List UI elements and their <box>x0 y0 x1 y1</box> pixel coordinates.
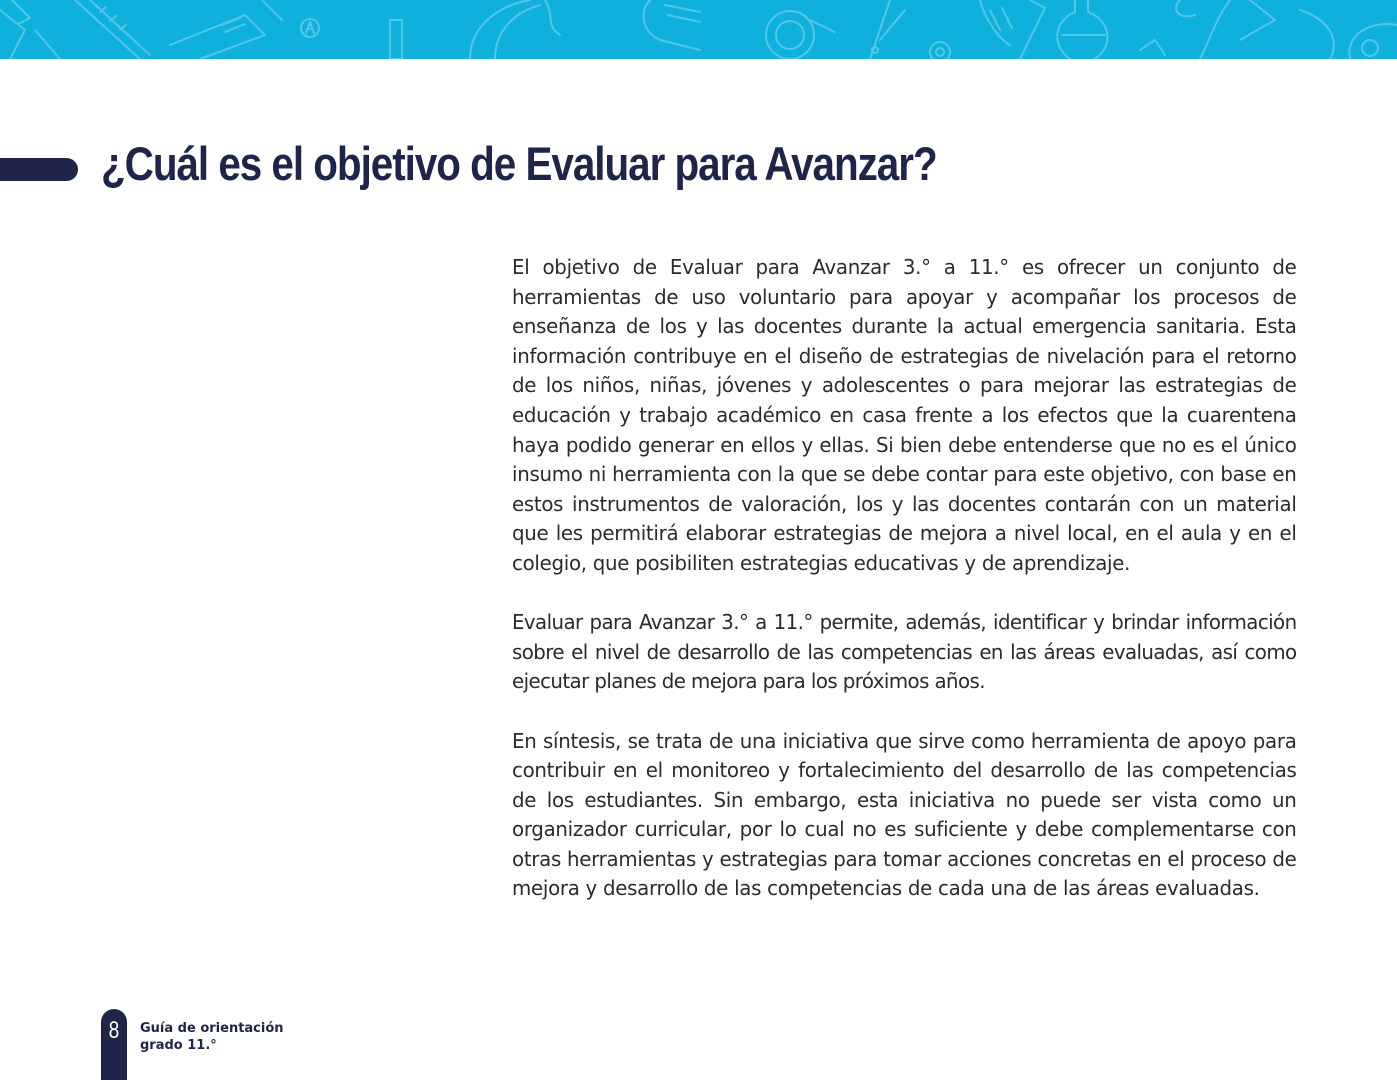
school-doodles-pattern <box>0 0 1397 59</box>
page-number: 8 <box>108 1017 120 1044</box>
page-title: ¿Cuál es el objetivo de Evaluar para Avanzar? <box>101 137 937 190</box>
body-content <box>512 253 1297 934</box>
header-banner <box>0 0 1397 59</box>
paragraph-objective: El objetivo de Evaluar para Avanzar 3.° a 11.° es ofrecer un conjunto de herramientas de uso voluntario para apoyar y acompañar los procesos de enseñanza de los y las docentes durante la actual emergencia sanitaria. Esta información contribuye en el diseño de estrategias de nivelación para el retorno de los niños, niñas, jóvenes y adolescentes o para mejorar las estrategias de educación y trabajo académico en casa frente a los efectos que la cuarentena haya podido generar en ellos y ellas. Si bien debe entenderse que no es el único insumo ni herramienta con la que se debe contar para este objetivo, con base en estos instrumentos de valoración, los y las docentes contarán con un material que les permitirá elaborar estrategias de mejora a nivel local, en el aula y en el colegio, que posibiliten estrategias educativas y de aprendizaje. <box>512 255 1297 575</box>
paragraph-synthesis: En síntesis, se trata de una iniciativa que sirve como herramienta de apoyo para contribuir en el monitoreo y fortalecimiento del desarrollo de las competencias de los estudiantes. Sin embargo, esta iniciativa no puede ser vista como un organizador curricular, por lo cual no es suficiente y debe complementarse con otras herramientas y estrategias para tomar acciones concretas en el proceso de mejora y desarrollo de las competencias de cada una de las áreas evaluadas. <box>512 728 1297 901</box>
title-accent-bar <box>0 158 78 181</box>
footer-grade: grado 11.° <box>140 1038 217 1053</box>
footer-guide-label <box>140 1020 284 1054</box>
footer-guide-title: Guía de orientación <box>140 1021 284 1036</box>
paragraph-identify: Evaluar para Avanzar 3.° a 11.° permite, además, identificar y brindar información sobre el nivel de desarrollo de las competencias en las áreas evaluadas, así como ejecutar planes de mejora para los próximos años. <box>512 610 1297 694</box>
